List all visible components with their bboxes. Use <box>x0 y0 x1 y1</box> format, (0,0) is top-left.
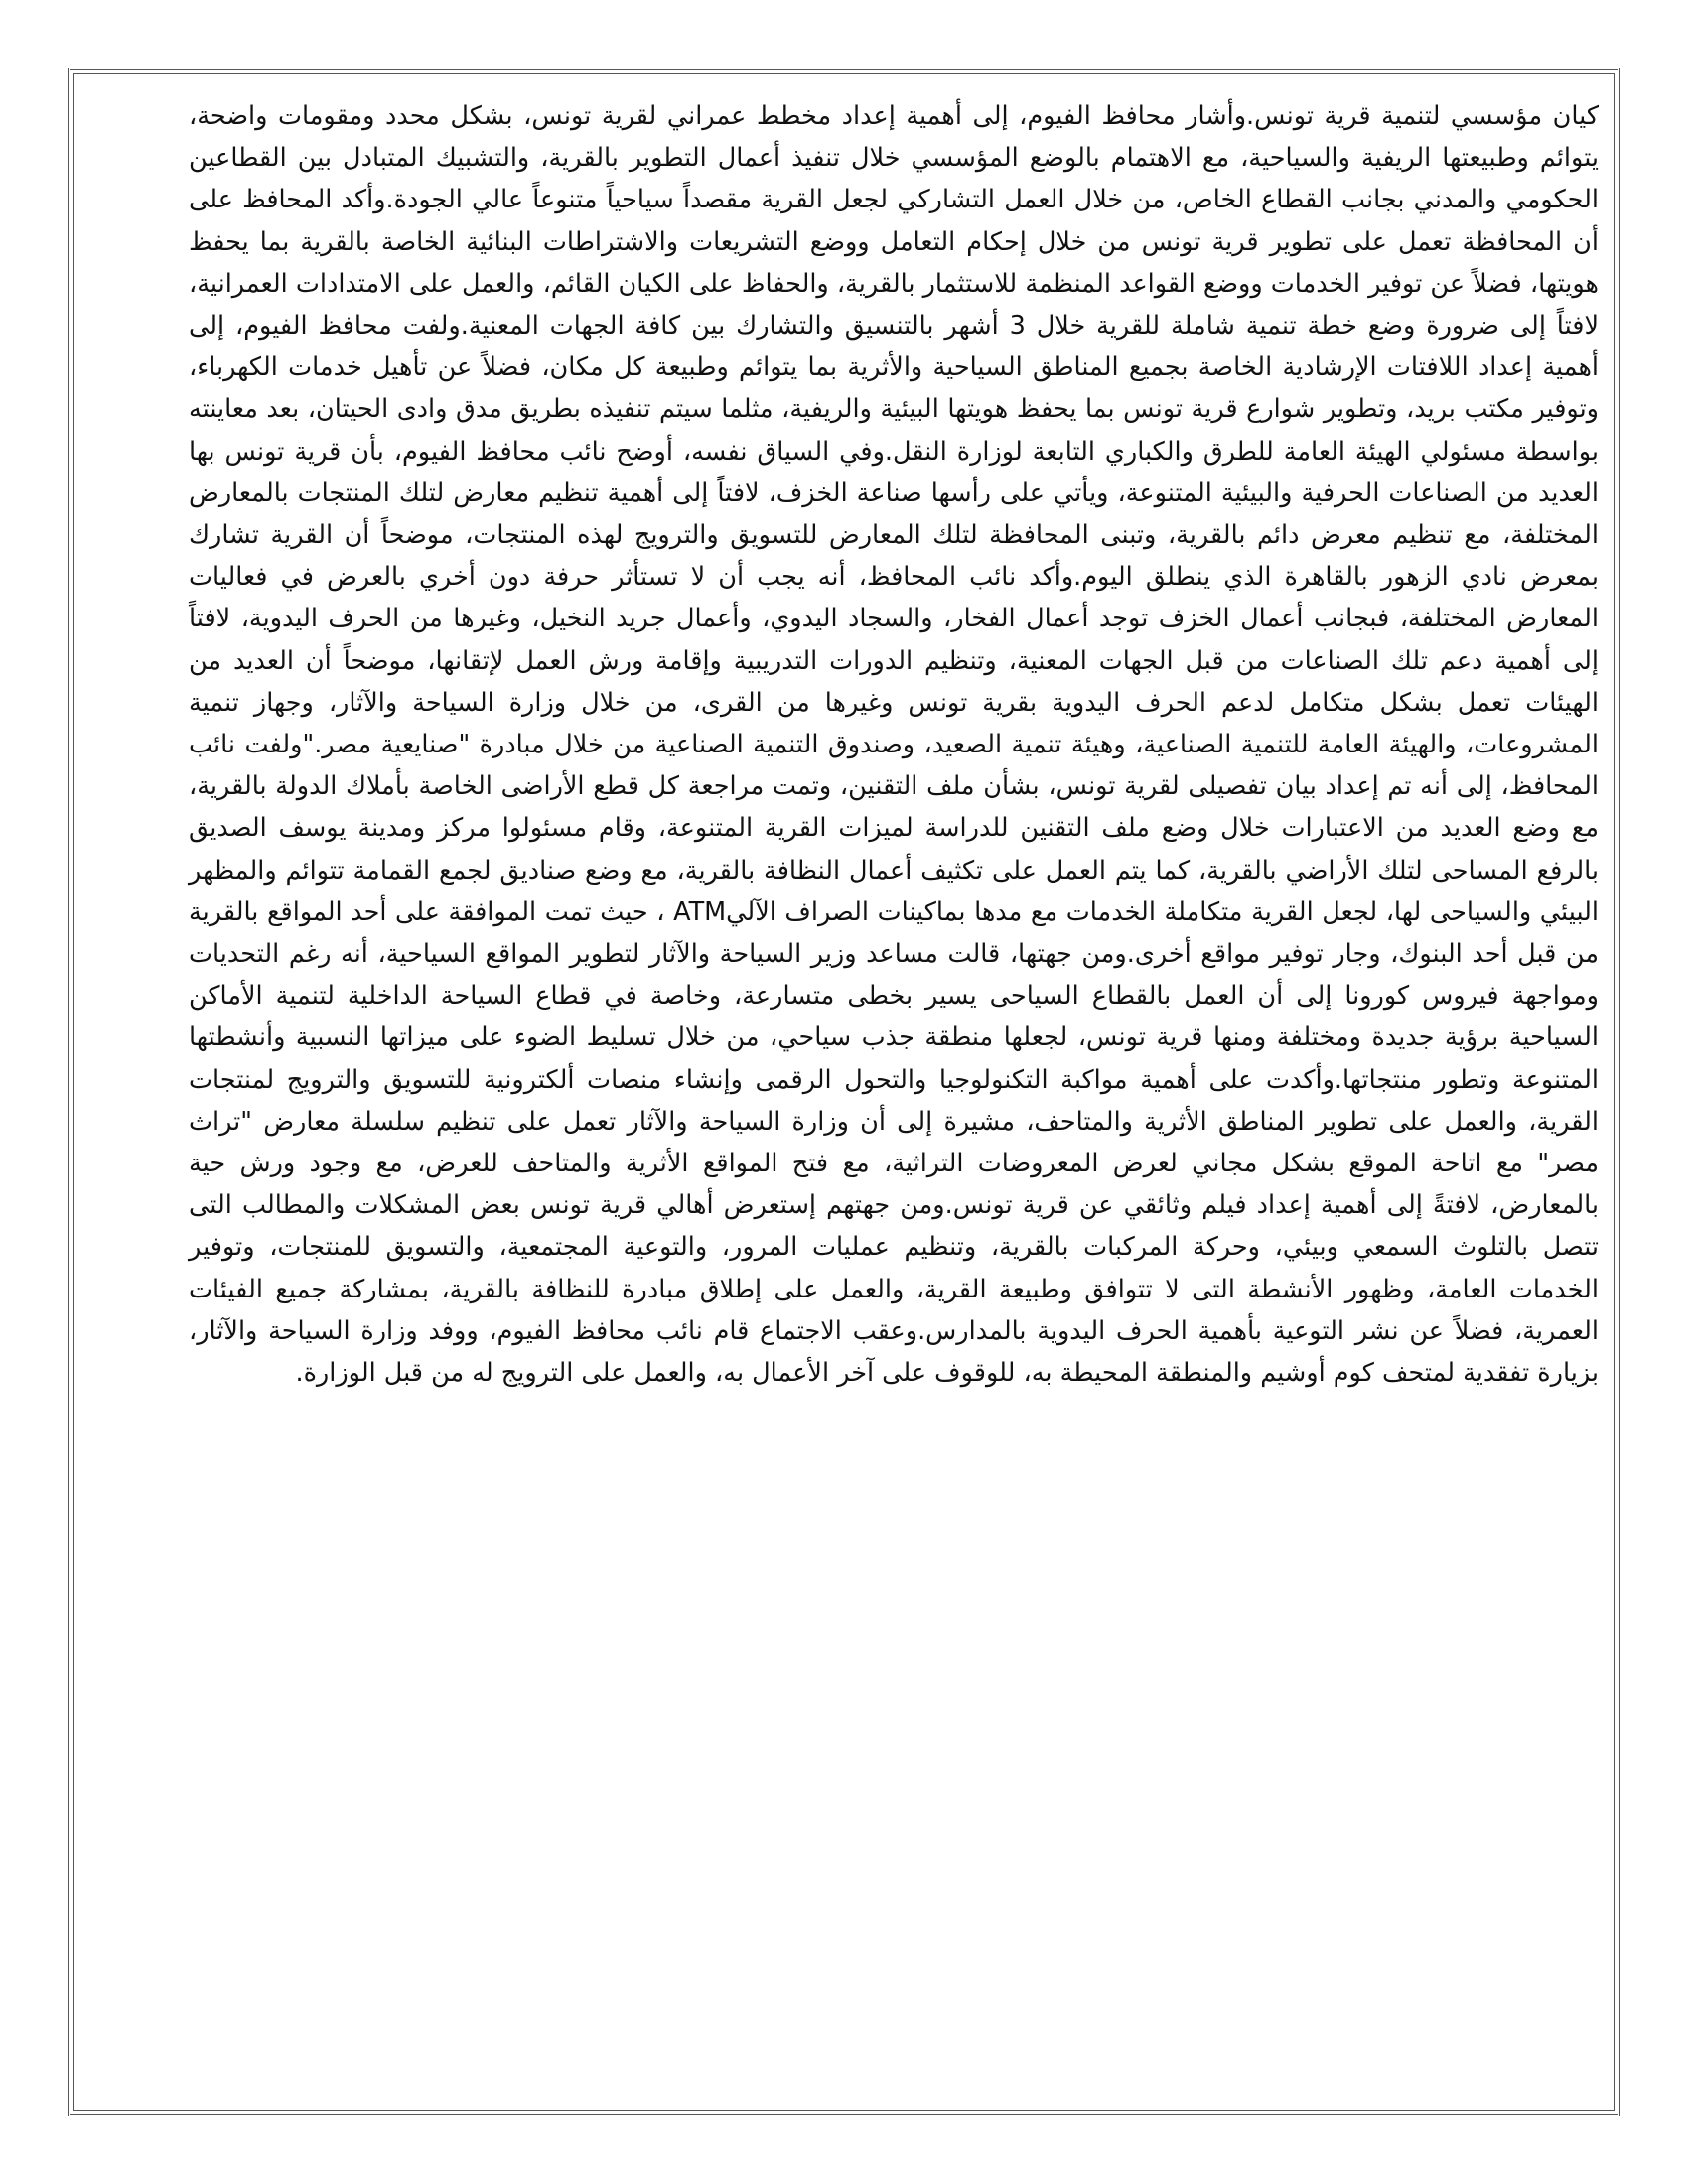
article-body-text: كيان مؤسسي لتنمية قرية تونس.وأشار محافظ الفيوم، إلى أهمية إعداد مخطط عمراني لقرية تونس، بشكل محدد ومقومات واضحة، يتوائم وطبيعتها الريفية والسياحية، مع الاهتمام بالوضع المؤسسي خلال تنفيذ أعمال التطوير بالقرية، والتشبيك المتبادل بين القطاعين الحكومي والمدني بجانب القطاع الخاص، من خلال العمل التشاركي لجعل القرية مقصداً سياحياً متنوعاً عالي الجودة.وأكد المحافظ على أن المحافظة تعمل على تطوير قرية تونس من خلال إحكام التعامل ووضع التشريعات والاشتراطات البنائية الخاصة بالقرية بما يحفظ هويتها، فضلاً عن توفير الخدمات ووضع القواعد المنظمة للاستثمار بالقرية، والحفاظ على الكيان القائم، والعمل على الامتدادات العمرانية، لافتاً إلى ضرورة وضع خطة تنمية شاملة للقرية خلال 3 أشهر بالتنسيق والتشارك بين كافة الجهات المعنية.ولفت محافظ الفيوم، إلى أهمية إعداد اللافتات الإرشادية الخاصة بجميع المناطق السياحية والأثرية بما يتوائم وطبيعة كل مكان، فضلاً عن تأهيل خدمات الكهرباء، وتوفير مكتب بريد، وتطوير شوارع قرية تونس بما يحفظ هويتها البيئية والريفية، مثلما سيتم تنفيذه بطريق مدق وادى الحيتان، بعد معاينته بواسطة مسئولي الهيئة العامة للطرق والكباري التابعة لوزارة النقل.وفي السياق نفسه، أوضح نائب محافظ الفيوم، بأن قرية تونس بها العديد من الصناعات الحرفية والبيئية المتنوعة، ويأتي على رأسها صناعة الخزف، لافتاً إلى أهمية تنظيم معارض لتلك المنتجات بالمعارض المختلفة، مع تنظيم معرض دائم بالقرية، وتبنى المحافظة لتلك المعارض للتسويق والترويج لهذه المنتجات، موضحاً أن القرية تشارك بمعرض نادي الزهور بالقاهرة الذي ينطلق اليوم.وأكد نائب المحافظ، أنه يجب أن لا تستأثر حرفة دون أخري بالعرض في فعاليات المعارض المختلفة، فبجانب أعمال الخزف توجد أعمال الفخار، والسجاد اليدوي، وأعمال جريد النخيل، وغيرها من الحرف اليدوية، لافتاً إلى أهمية دعم تلك الصناعات من قبل الجهات المعنية، وتنظيم الدورات التدريبية وإقامة ورش العمل لإتقانها، موضحاً أن العديد من الهيئات تعمل بشكل متكامل لدعم الحرف اليدوية بقرية تونس وغيرها من القرى، من خلال وزارة السياحة والآثار، وجهاز تنمية المشروعات، والهيئة العامة للتنمية الصناعية، وهيئة تنمية الصعيد، وصندوق التنمية الصناعية من خلال مبادرة "صنايعية مصر."ولفت نائب المحافظ، إلى أنه تم إعداد بيان تفصيلى لقرية تونس، بشأن ملف التقنين، وتمت مراجعة كل قطع الأراضى الخاصة بأملاك الدولة بالقرية، مع وضع العديد من الاعتبارات خلال وضع ملف التقنين للدراسة لميزات القرية المتنوعة، وقام مسئولوا مركز ومدينة يوسف الصديق بالرفع المساحى لتلك الأراضي بالقرية، كما يتم العمل على تكثيف أعمال النظافة بالقرية، مع وضع صناديق لجمع القمامة تتوائم والمظهر البيئي والسياحى لها، لجعل القرية متكاملة الخدمات مع مدها بماكينات الصراف الآليATM ، حيث تمت الموافقة على أحد المواقع بالقرية من قبل أحد البنوك، وجار توفير مواقع أخرى.ومن جهتها، قالت مساعد وزير السياحة والآثار لتطوير المواقع السياحية، أنه رغم التحديات ومواجهة فيروس كورونا إلى أن العمل بالقطاع السياحى يسير بخطى متسارعة، وخاصة في قطاع السياحة الداخلية لتنمية الأماكن السياحية برؤية جديدة ومختلفة ومنها قرية تونس، لجعلها منطقة جذب سياحي، من خلال تسليط الضوء على ميزاتها النسبية وأنشطتها المتنوعة وتطور منتجاتها.وأكدت على أهمية مواكبة التكنولوجيا والتحول الرقمى وإنشاء منصات ألكترونية للتسويق والترويج لمنتجات القرية، والعمل على تطوير المناطق الأثرية والمتاحف، مشيرة إلى أن وزارة السياحة والآثار تعمل على تنظيم سلسلة معارض "تراث مصر" مع اتاحة الموقع بشكل مجاني لعرض المعروضات التراثية، مع فتح المواقع الأثرية والمتاحف للعرض، مع وجود ورش حية بالمعارض، لافتةً إلى أهمية إعداد فيلم وثائقي عن قرية تونس.ومن جهتهم إستعرض أهالي قرية تونس بعض المشكلات والمطالب التى تتصل بالتلوث السمعي وبيئي، وحركة المركبات بالقرية، وتنظيم عمليات المرور، والتوعية المجتمعية، والتسويق للمنتجات، وتوفير الخدمات العامة، وظهور الأنشطة التى لا تتوافق وطبيعة القرية، والعمل على إطلاق مبادرة للنظافة بالقرية، بمشاركة جميع الفيئات العمرية، فضلاً عن نشر التوعية بأهمية الحرف اليدوية بالمدارس.وعقب الاجتماع قام نائب محافظ الفيوم، ووفد وزارة السياحة والآثار، بزيارة تفقدية لمتحف كوم أوشيم والمنطقة المحيطة به، للوقوف على آخر الأعمال به، والعمل على الترويج له من قبل الوزارة. <box>189 101 1600 1389</box>
